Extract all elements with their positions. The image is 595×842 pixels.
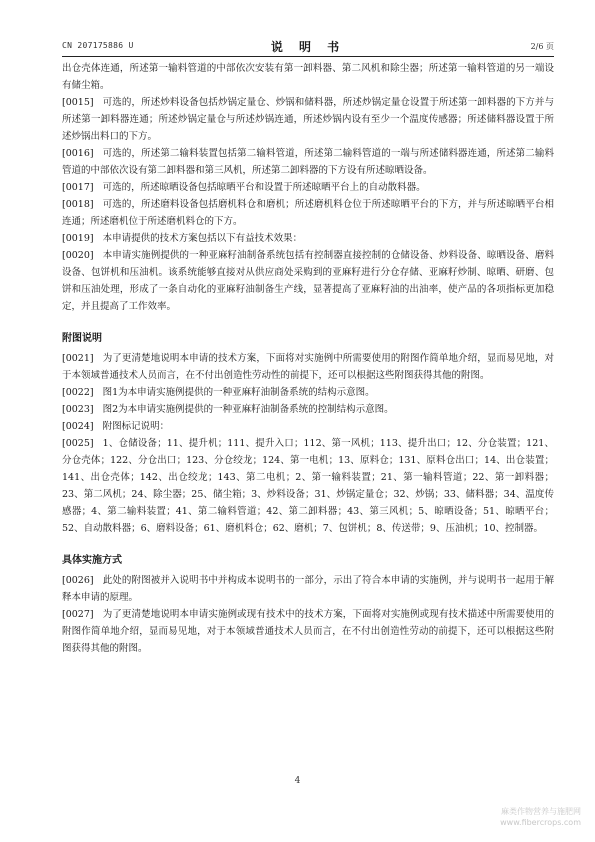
paragraph-text: 本申请实施例提供的一种亚麻籽油制备系统包括有控制器直接控制的仓储设备、炒料设备、晾晒设备、磨料设备、包饼机和压油机。该系统能够直接对从供应商处采购到的亚麻籽进行分仓存储、亚麻籽炒制、晾晒、研磨、包饼和压油处理，形成了一条自动化的亚麻籽油制备生产线，显著提高了亚麻籽油的出油率，使产品的各项指标更加稳定，并且提高了工作效率。 (62, 250, 554, 312)
paragraph (62, 401, 554, 418)
paragraph (62, 230, 554, 247)
paragraph-number: [0025] (62, 438, 94, 449)
document-body (62, 60, 554, 657)
paragraph-text: 1、仓储设备；11、提升机；111、提升入口；112、第一风机；113、提升出口；12、分仓装置；121、分仓壳体；122、分仓出口；123、分仓绞龙；124、第一电机；13、原料仓；131、原料仓出口；14、出仓装置；141、出仓壳体；142、出仓绞龙；143、第二电机；2、第一输料装置；21、第一输料管道；22、第一卸料器；23、第二风机；24、除尘器；25、储尘箱；3、炒料设备；31、炒锅定量仓；32、炒锅；33、储料器；34、温度传感器；4、第二输料装置；41、第二输料管道；42、第二卸料器；43、第三风机；5、晾晒设备；51、晾晒平台；52、自动散料器；6、磨料设备；61、磨机料仓；62、磨机；7、包饼机；8、传送带；9、压油机；10、控制器。 (62, 438, 554, 534)
paragraph-group-embodiments (62, 572, 554, 657)
paragraph-number: [0027] (62, 609, 94, 620)
document-number: CN 207175886 U (62, 41, 134, 50)
paragraph (62, 435, 554, 537)
section-heading-embodiments: 具体实施方式 (62, 555, 122, 566)
paragraph-number: [0020] (62, 250, 94, 261)
paragraph-number: [0018] (62, 199, 94, 210)
paragraph-number: [0024] (62, 421, 94, 432)
paragraph-number: [0023] (62, 404, 94, 415)
paragraph-number: [0021] (62, 353, 94, 364)
page-indicator: 2/6 页 (530, 42, 554, 51)
paragraph-number: [0022] (62, 387, 94, 398)
paragraph (62, 94, 554, 145)
continued-paragraph: 出仓壳体连通，所述第一输料管道的中部依次安装有第一卸料器、第二风机和除尘器；所述第一输料管道的另一端设有储尘箱。 (62, 63, 554, 91)
paragraph-number: [0026] (62, 575, 94, 586)
paragraph-text: 图1为本申请实施例提供的一种亚麻籽油制备系统的结构示意图。 (102, 387, 375, 398)
paragraph-text: 可选的，所述磨料设备包括磨机料仓和磨机；所述磨机料仓位于所述晾晒平台的下方，并与所述晾晒平台相连通；所述磨机位于所述磨机料仓的下方。 (62, 199, 554, 227)
paragraph-text: 可选的，所述炒料设备包括炒锅定量仓、炒锅和储料器，所述炒锅定量仓设置于所述第一卸料器的下方并与所述第一卸料器连通；所述炒锅定量仓与所述炒锅连通，所述炒锅内设有至少一个温度传感器；所述储料器设置于所述炒锅出料口的下方。 (62, 97, 554, 142)
paragraph (62, 196, 554, 230)
paragraph (62, 606, 554, 657)
paragraph-number: [0016] (62, 148, 94, 159)
page-number: 4 (294, 776, 301, 786)
document-title: 说 明 书 (270, 40, 346, 54)
paragraph-group-figures (62, 350, 554, 537)
paragraph (62, 145, 554, 179)
paragraph-text: 可选的，所述第二输料装置包括第二输料管道，所述第二输料管道的一端与所述储料器连通，所述第二输料管道的中部依次设有第二卸料器和第三风机，所述第二卸料器的下方设有所述晾晒设备。 (62, 148, 554, 176)
paragraph (62, 418, 554, 435)
paragraph-text: 为了更清楚地说明本申请实施例或现有技术中的技术方案，下面将对实施例或现有技术描述中所需要使用的附图作简单地介绍，显而易见地，对于本领域普通技术人员而言，在不付出创造性劳动的前提下，还可以根据这些附图获得其他的附图。 (62, 609, 554, 654)
paragraph-text: 图2为本申请实施例提供的一种亚麻籽油制备系统的控制结构示意图。 (102, 404, 394, 415)
paragraph (62, 572, 554, 606)
paragraph-text: 本申请提供的技术方案包括以下有益技术效果： (102, 233, 303, 244)
paragraph (62, 384, 554, 401)
paragraph-text: 附图标记说明： (102, 421, 170, 432)
watermark-url: www.fibercrops.com (500, 818, 581, 827)
watermark-site-name: 麻类作物营养与施肥网 (501, 807, 581, 816)
paragraph-number: [0017] (62, 182, 94, 193)
paragraph-number: [0015] (62, 97, 94, 108)
paragraph (62, 350, 554, 384)
paragraph (62, 179, 554, 196)
paragraph (62, 247, 554, 315)
site-watermark (441, 806, 581, 828)
paragraph-text: 可选的，所述晾晒设备包括晾晒平台和设置于所述晾晒平台上的自动散料器。 (102, 182, 426, 193)
paragraph-text: 此处的附图被并入说明书中并构成本说明书的一部分，示出了符合本申请的实施例，并与说明书一起用于解释本申请的原理。 (62, 575, 554, 603)
section-heading-figures: 附图说明 (62, 333, 102, 344)
paragraph-group-summary (62, 94, 554, 315)
paragraph-number: [0019] (62, 233, 94, 244)
paragraph-text: 为了更清楚地说明本申请的技术方案，下面将对实施例中所需要使用的附图作简单地介绍，显而易见地，对于本领域普通技术人员而言，在不付出创造性劳动性的前提下，还可以根据这些附图获得其他的附图。 (62, 353, 554, 381)
page-header (62, 38, 554, 57)
